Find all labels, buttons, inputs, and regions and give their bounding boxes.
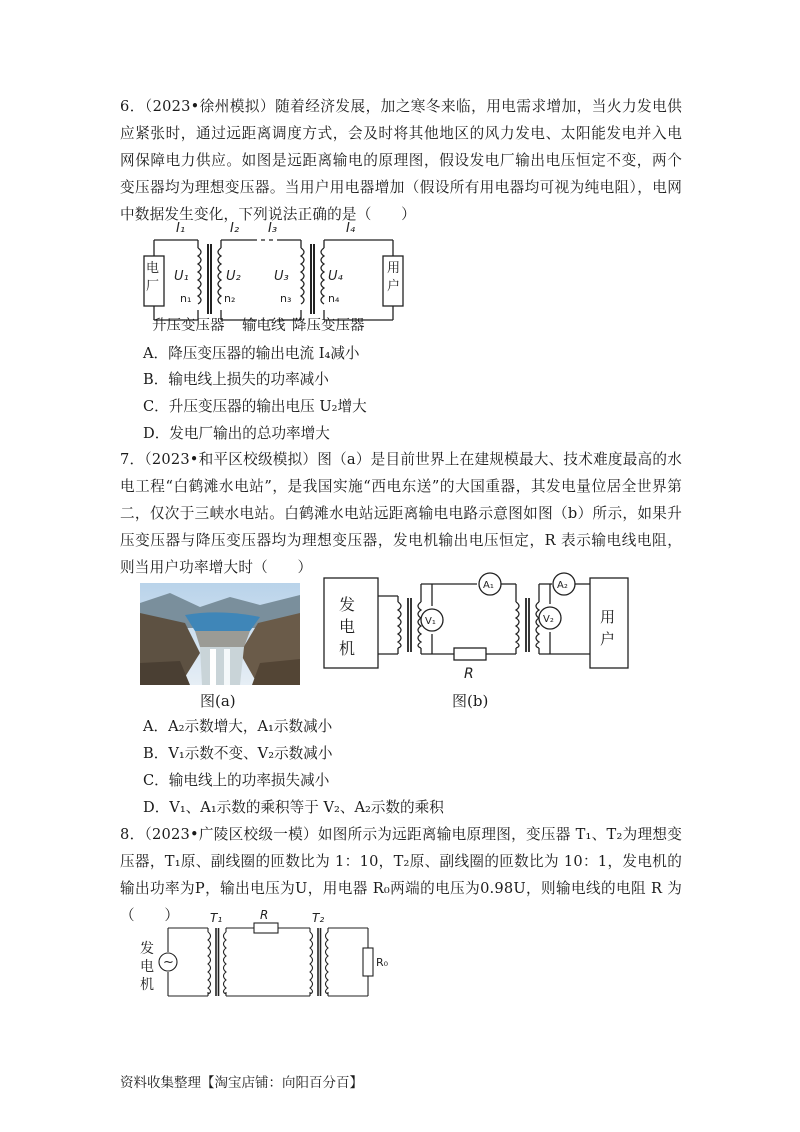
label-generator: 发电机 bbox=[339, 595, 356, 658]
q6-option-a: A．降压变压器的输出电流 I₄减小 bbox=[143, 345, 360, 362]
label-generator-8: 发电机 bbox=[140, 941, 154, 993]
caption-a: 图(a) bbox=[200, 692, 236, 710]
label-I1: I₁ bbox=[176, 221, 186, 236]
meter-V1: V₁ bbox=[425, 616, 436, 627]
meter-A2: A₂ bbox=[557, 580, 568, 591]
q8-circuit-diagram bbox=[140, 908, 389, 1002]
question-6-text: 6．（2023•徐州模拟）随着经济发展，加之寒冬来临，用电需求增加，当火力发电供应紧张时，通过远距离调度方式，会及时将其他地区的风力发电、太阳能发电并入电网保障电力供应。如图是远距离输电的原理图，假设发电厂输出电压恒定不变，两个变压器均为理想变压器。当用户用电器增加（假设所有用电器均可视为纯电阻），电网中数据发生变化，下列说法正确的是（ ） bbox=[120, 98, 682, 223]
question-8-text: 8．（2023•广陵区校级一模）如图所示为远距离输电原理图，变压器 T₁、T₂为理想变压器，T₁原、副线圈的匝数比为 1：10，T₂原、副线圈的匝数比为 10：1，发电机的输出功率为P，输出电压为U，用电器 R₀两端的电压为0.98U，则输电线的电阻 R 为（ ） bbox=[120, 826, 682, 924]
label-step-down: 降压变压器 bbox=[292, 318, 365, 334]
q7-circuit-diagram bbox=[322, 574, 632, 686]
label-user: 用户 bbox=[387, 261, 401, 294]
caption-b: 图(b) bbox=[452, 692, 489, 710]
label-n4: n₄ bbox=[328, 292, 340, 305]
label-n2: n₂ bbox=[224, 292, 236, 305]
label-n1: n₁ bbox=[180, 292, 192, 305]
label-U3: U₃ bbox=[274, 269, 289, 284]
meter-V2: V₂ bbox=[543, 614, 554, 625]
q7-option-d: D．V₁、A₁示数的乘积等于 V₂、A₂示数的乘积 bbox=[143, 799, 444, 816]
label-I4: I₄ bbox=[346, 221, 356, 236]
q6-option-d: D．发电厂输出的总功率增大 bbox=[143, 425, 330, 442]
q7-option-c: C．输电线上的功率损失减小 bbox=[143, 772, 330, 789]
meter-A1: A₁ bbox=[483, 580, 494, 591]
q6-option-c: C．升压变压器的输出电压 U₂增大 bbox=[143, 398, 367, 415]
footer-source: 资料收集整理【淘宝店铺：向阳百分百】 bbox=[120, 1075, 363, 1091]
label-user-7: 用户 bbox=[600, 608, 616, 648]
label-U1: U₁ bbox=[174, 269, 189, 284]
label-U2: U₂ bbox=[226, 269, 241, 284]
label-step-up: 升压变压器 bbox=[152, 318, 225, 334]
resistor-R-label: R bbox=[464, 666, 474, 682]
ac-source-icon: ~ bbox=[163, 955, 174, 970]
label-I3: I₃ bbox=[268, 221, 278, 236]
q7-option-b: B．V₁示数不变、V₂示数减小 bbox=[143, 745, 333, 762]
dam-photo bbox=[140, 583, 300, 685]
label-R0: R₀ bbox=[376, 956, 389, 969]
label-line: 输电线 bbox=[242, 318, 286, 334]
label-U4: U₄ bbox=[328, 269, 343, 284]
question-7-text: 7．（2023•和平区校级模拟）图（a）是目前世界上在建规模最大、技术难度最高的水电工程“白鹤滩水电站”，是我国实施“西电东送”的大国重器，其发电量位居全世界第二，仅次于三峡水电站。白鹤滩水电站远距离输电电路示意图如图（b）所示，如果升压变压器与降压变压器均为理想变压器，发电机输出电压恒定，R 表示输电线电阻，则当用户功率增大时（ ） bbox=[120, 451, 682, 576]
q6-option-b: B．输电线上损失的功率减小 bbox=[143, 371, 329, 388]
q7-option-a: A．A₂示数增大，A₁示数减小 bbox=[143, 718, 333, 735]
label-I2: I₂ bbox=[230, 221, 240, 236]
label-plant: 电厂 bbox=[146, 261, 160, 294]
label-n3: n₃ bbox=[280, 292, 292, 305]
label-T2: T₂ bbox=[312, 911, 325, 925]
label-R: R bbox=[260, 908, 269, 922]
label-T1: T₁ bbox=[210, 911, 223, 925]
